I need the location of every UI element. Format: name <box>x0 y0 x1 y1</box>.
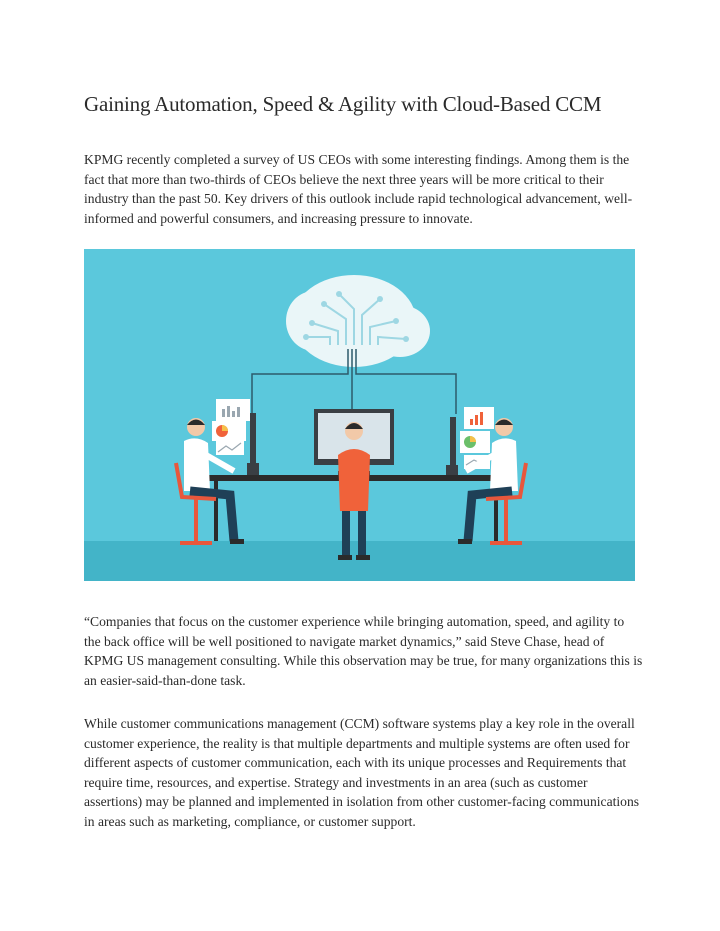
paragraph-ccm: While customer communications management (CCM) software systems play a key role in the overall customer experience, the reality is that multiple departments and multiple systems are often used for different aspects of customer communication, each with its unique processes and Requirements that require time, resources, and expertise. Strategy and investments in an area (such as customer assertions) may be planned and implemented in isolation from other customer-facing communications in areas such as marketing, compliance, or customer support. <box>84 716 640 829</box>
paragraph-quote: “Companies that focus on the customer experience while bringing automation, speed, and agility to the back office will be well positioned to navigate market dynamics,” said Steve Chase, head of KPMG US management consulting. While this observation may be true, for many organizations this is an easier-said-than-done task. <box>84 614 643 688</box>
cloud-office-illustration <box>84 249 635 581</box>
page-title: Gaining Automation, Speed & Agility with Cloud-Based CCM <box>84 92 602 116</box>
paragraph-intro: KPMG recently completed a survey of US CEOs with some interesting findings. Among them is the fact that more than two-thirds of CEOs believe the next three years will be more critical to their industry than the past 50. Key drivers of this outlook include rapid technological advancement, well-informed and powerful consumers, and increasing pressure to innovate. <box>84 152 633 226</box>
